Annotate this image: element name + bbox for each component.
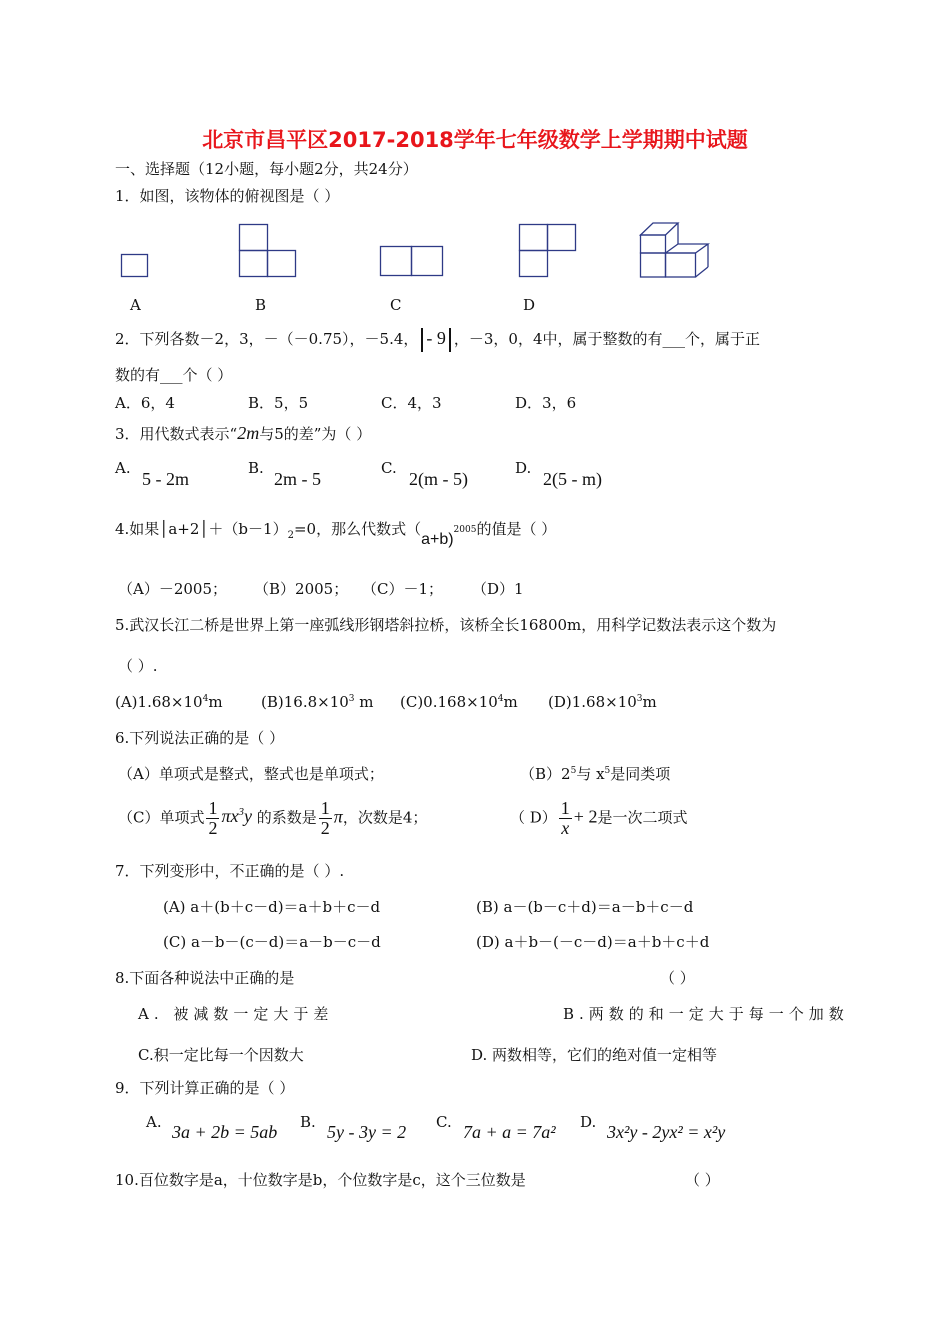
q1-figure-d [519, 224, 579, 280]
q5-stem: 5.武汉长江二桥是世界上第一座弧线形钢塔斜拉桥，该桥全长16800m，用科学记数法表示这个数为 [115, 616, 777, 634]
q2-option-d: D．3，6 [515, 394, 577, 412]
q2-option-a: A．6，4 [115, 394, 175, 412]
page-title: 北京市昌平区2017-2018学年七年级数学上学期期中试题 [202, 128, 748, 152]
q9-stem: 9．下列计算正确的是（ ） [115, 1079, 295, 1097]
q1-label-b: B [255, 296, 267, 314]
q6-option-a: （A）单项式是整式，整式也是单项式； [118, 765, 384, 783]
q4-stem-c: 的值是（ ） [476, 520, 557, 538]
q10-stem: 10.百位数字是a，十位数字是b，个位数字是c，这个三位数是 [115, 1171, 526, 1189]
q9-expr-b: 5y - 3y = 2 [327, 1122, 407, 1142]
q3-stem-b: 与5的差”为（ ） [259, 425, 372, 443]
q4-option-a: （A）－2005； [118, 580, 228, 598]
q4-stem-b: =0，那么代数式（ [293, 520, 422, 538]
q3-expr-d: 2(5 - m) [543, 469, 602, 489]
q4-exponent: 2 [287, 530, 294, 541]
q3-stem-a: 3．用代数式表示“ [115, 425, 238, 443]
q3-expr-a: 5 - 2m [142, 469, 189, 489]
q5-option-b: $(B)16.8\times 10^3$ m [261, 693, 374, 711]
abs-bar-left [421, 328, 423, 352]
q6c-monomial: $\pi x^3y$ [221, 806, 252, 827]
q2-line2: 数的有___个（ ） [115, 366, 233, 384]
abs-bar-right [449, 328, 451, 352]
q6-option-b: $(B)2^5$与 $x^5$是同类项 [520, 765, 671, 783]
q8-paren: （ ） [660, 969, 695, 987]
q7-option-d: (D) a＋b－(－c－d)＝a＋b＋c＋d [476, 933, 710, 951]
q3-stem [115, 423, 371, 445]
q5-option-d: $(D)1.68\times 10^3m$ [548, 693, 657, 711]
q2-part2: ，－3，0，4中，属于整数的有___个，属于正 [453, 330, 761, 348]
q9-expr-c: 7a + a = 7a² [463, 1122, 556, 1142]
q9-expr-d: 3x²y - 2yx² = x²y [607, 1122, 726, 1142]
q3-expr-c: 2(m - 5) [409, 469, 468, 489]
q4-option-b: （B）2005； [254, 580, 349, 598]
q6-stem: 6.下列说法正确的是（ ） [115, 729, 285, 747]
q8-option-a: A. 被减数一定大于差 [138, 1005, 334, 1023]
q6c-text-c: ，次数是4； [342, 808, 428, 827]
q3-label-d: D. [515, 459, 532, 477]
q7-option-c: (C) a－b－(c－d)＝a－b－c－d [163, 933, 381, 951]
q6c-text-a: （C）单项式 [118, 808, 205, 827]
q4-expr-exponent: 2005 [453, 525, 477, 535]
q4-expr: a+b) [421, 531, 454, 548]
q9-expr-a: 3a + 2b = 5ab [172, 1122, 278, 1142]
q2-option-b: B．5，5 [248, 394, 309, 412]
q1-figure-c [380, 246, 444, 278]
q1-label-d: D [523, 296, 536, 314]
q4-option-d: （D）1 [472, 580, 524, 598]
q6d-plus-two: + 2 [573, 806, 598, 827]
q1-stem: 1．如图，该物体的俯视图是（ ） [115, 187, 340, 205]
q9-label-a: A. [146, 1113, 162, 1131]
q7-option-a: (A) a＋(b＋c－d)＝a＋b＋c－d [163, 898, 381, 916]
q8-option-c: C.积一定比每一个因数大 [138, 1046, 304, 1064]
q10-paren: （ ） [685, 1171, 720, 1189]
q6-option-d [510, 799, 687, 838]
q3-expr-b: 2m - 5 [274, 469, 321, 489]
q1-solid-figure [640, 222, 712, 282]
q1-figure-b [239, 224, 299, 280]
q8-stem: 8.下面各种说法中正确的是 [115, 969, 295, 987]
q9-label-d: D. [580, 1113, 597, 1131]
q6c-pi: π [333, 806, 343, 827]
q6c-fraction: $\frac{1}{2}$ [208, 798, 218, 838]
q6d-text-a: （ D） [510, 808, 557, 827]
q1-figure-a [121, 254, 149, 278]
q3-label-a: A. [115, 459, 131, 477]
q7-stem: 7．下列变形中，不正确的是（ ）. [115, 862, 345, 880]
q8-option-d: D. 两数相等，它们的绝对值一定相等 [471, 1046, 718, 1064]
q6d-text-b: 是一次二项式 [597, 808, 688, 827]
q5-option-c: $(C)0.168\times 10^4m$ [400, 693, 518, 711]
q3-stem-expr: 2m [237, 423, 260, 443]
q4-option-c: （C）－1； [362, 580, 444, 598]
q9-label-c: C. [436, 1113, 452, 1131]
q8-option-b: B.两数的和一定大于每一个加数 [563, 1005, 849, 1023]
q6-option-c [118, 799, 427, 838]
section-heading: 一、选择题（12小题，每小题2分，共24分） [115, 160, 418, 178]
q4-stem [115, 520, 557, 548]
q3-label-b: B. [248, 459, 264, 477]
q6d-fraction: $\frac{1}{x}$ [560, 798, 570, 838]
q2-option-c: C．4，3 [381, 394, 442, 412]
q9-label-b: B. [300, 1113, 316, 1131]
q3-label-c: C. [381, 459, 397, 477]
q6c-text-b: 的系数是 [256, 808, 317, 827]
q5-line2: （ ）. [118, 657, 158, 675]
q4-stem-a: 4.如果│a+2│＋（b－1） [115, 520, 288, 538]
q1-label-a: A [130, 296, 141, 314]
q7-option-b: (B) a－(b－c＋d)＝a－b＋c－d [476, 898, 694, 916]
q5-option-a: $(A)1.68\times 10^4m$ [115, 693, 223, 711]
q1-label-c: C [390, 296, 402, 314]
q2-part1: 2．下列各数－2，3，－（－0.75），－5.4， [115, 330, 419, 348]
q6c-coef-fraction: $\frac{1}{2}$ [320, 798, 330, 838]
q2-abs-value: - 9 [426, 328, 446, 348]
q2-line1 [115, 328, 760, 352]
